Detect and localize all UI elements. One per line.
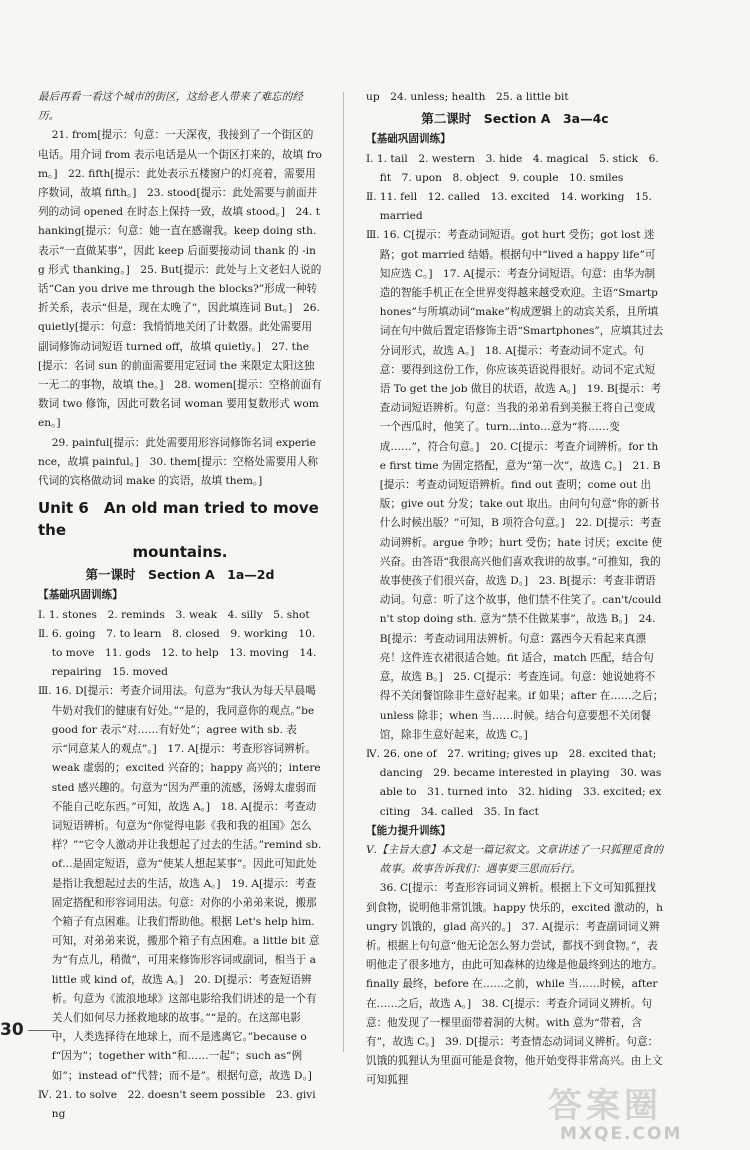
page-number: 30 [0, 1020, 56, 1040]
continued-answers: up 24. unless; health 25. a little bit [366, 91, 569, 103]
exercise-4-b: Ⅳ. 26. one of 27. writing; gives up 28. excited that; dancing 29. became interested in playing 30. was able to 31. turned into 32. hiding 33. excited; exciting 34. called 35. In fact [366, 747, 662, 818]
unit-title-line-2: mountains. [132, 543, 228, 562]
section-basic-heading-2: 【基础巩固训练】 [366, 133, 451, 146]
section-ability-heading: 【能力提升训练】 [366, 824, 451, 837]
exercise-3: Ⅲ. 16. D[提示：考查介词用法。句意为“我认为每天早晨喝牛奶对我们的健康有好处。”“是的，我同意你的观点。”be good for 表示“对……有好处”；agree with sb. 表示“同意某人的观点”。] 17. A[提示：考查形容词辨析。weak 虚弱的；excited 兴奋的；happy 高兴的；interested 感兴趣的。句意为“因为严重的流感，汤姆太虚弱而不能自己吃东西。”可知，故选 A。] 18. A[提示：考查动词短语辨析。句意为“你觉得电影《我和我的祖国》怎么样？”“它令人激动并让我想起了过去的生活。”remind sb. of…是固定短语，意为“使某人想起某事”。因此可知此处是指让我想起过去的生活，故选 A。] 19. A[提示：考查固定搭配和形容词用法。句意：对你的小弟弟来说，搬那个箱子有点困难。让我们帮助他。根据 Let's help him. 可知，对弟弟来说，搬那个箱子有点困难。a little bit 意为“有点儿，稍微”，可用来修饰形容词或副词，相当于 a little 或 kind of，故选 A。] 20. D[提示：考查短语辨析。句意为《流浪地球》这部电影给我们讲述的是一个有关人们如何尽力拯救地球的故事。”“是的。在这部电影中，人类选择待在地球上，而不是逃离它。”because of“因为”；together with“和……一起”；such as“例如”；instead of“代替；而不是”。根据句意，故选 D。] [38, 685, 322, 1082]
section-basic-heading: 【基础巩固训练】 [38, 589, 123, 602]
lesson-title-2: 第二课时 Section A 3a—4c [421, 111, 609, 127]
column-divider [343, 92, 344, 1052]
passage-ending: 最后再看一看这个城市的街区，这给老人带来了难忘的经历。 [38, 91, 303, 123]
answer-block-21-28: 21. from[提示：句意：一天深夜，我接到了一个街区的电话。用介词 from 表示电话是从一个街区打来的，故填 from。] 22. fifth[提示：此处表示五楼窗户的灯亮着，需要用序数词，故填 fifth。] 23. stood[提示：此处需要与前面并列的动词 opened 在时态上保持一致，故填 stood。] 24. thanking[提示：句意：她一直在感谢我。keep doing sth. 表示“一直做某事”，因此 keep 后面要接动词 thank 的 -ing 形式 thanking。] 25. But[提示：此处与上文老妇人说的话“Can you drive me through the blocks?”形成一种转折关系，表示“但是，现在太晚了”，因此填连词 But。] 26. quietly[提示：句意：我悄悄地关闭了计数器。此处需要用副词修饰动词短语 turned off，故填 quietly。] 27. the[提示：名词 sun 的前面需要用定冠词 the 来限定太阳这独一无二的事物，故填 the。] 28. women[提示：空格前面有数词 two 修饰，因此可数名词 woman 要用复数形式 women。] [38, 129, 322, 430]
watermark-logo: 答案圈 [548, 1086, 662, 1126]
unit-title [38, 497, 322, 563]
exercise-2: Ⅱ. 6. going 7. to learn 8. closed 9. working 10. to move 11. gods 12. to help 13. moving 14. repairing 15. moved [38, 627, 317, 679]
exercise-5-answers: 36. C[提示：考查形容词词义辨析。根据上下文可知狐狸找到食物，说明他非常饥饿。happy 快乐的，excited 激动的，hungry 饥饿的，glad 高兴的。] 37. A[提示：考查副词词义辨析。根据上句句意“他无论怎么努力尝试，都找不到食物。”，表明他走了很多地方，由此可知森林的边缘是他最终到达的地方。finally 最终，before 在……之前，while 当……时候，after 在……之后，故选 A。] 38. C[提示：考查介词词义辨析。句意：他发现了一棵里面带着洞的大树。with 意为“带着，含有”，故选 C。] 39. D[提示：考查情态动词词义辨析。句意：饥饿的狐狸认为里面可能是食物，他开始变得非常高兴。由上文可知狐狸 [366, 882, 663, 1087]
exercise-4: Ⅳ. 21. to solve 22. doesn't seem possible 23. giving [38, 1088, 316, 1120]
unit-title-line-1: Unit 6 An old man tried to move the [38, 499, 319, 540]
right-column [366, 88, 664, 1091]
left-column [38, 88, 322, 1124]
answer-block-29-30: 29. painful[提示：此处需要用形容词修饰名词 experience，故填 painful。] 30. them[提示：空格处需要用人称代词的宾格做动词 make 的宾语，故填 them。] [38, 436, 318, 488]
exercise-3-b: Ⅲ. 16. C[提示：考查动词短语。got hurt 受伤；got lost 迷路；got married 结婚。根据句中“lived a happy life”可知应选 C。] 17. A[提示：考查分词短语。句意：由华为制造的智能手机正在全世界变得越来越受欢迎。主语“Smartphones”与所填动词“make”构成逻辑上的动宾关系，且所填词在句中做后置定语修饰主语“Smartphones”，应填其过去分词形式，故选 A。] 18. A[提示：考查动词不定式。句意：要得到这份工作，你应该英语说得很好。动词不定式短语 To get the job 做目的状语，故选 A。] 19. B[提示：考查动词短语辨析。句意：当我的弟弟看到美猴王将自己变成一个西瓜时，他笑了。turn…into…意为“将……变成……”，符合句意。] 20. C[提示：考查介词辨析。for the first time 为固定搭配，意为“第一次”，故选 C。] 21. B[提示：考查动词短语辨析。find out 查明；come out 出版；give out 分发；take out 取出。由问句句意“你的新书什么时候出版？”可知，B 项符合句意。] 22. D[提示：考查动词辨析。argue 争吵；hurt 受伤；hate 讨厌；excite 使兴奋。由答语“我很高兴他们喜欢我讲的故事。”可推知，我的故事使孩子们很兴奋，故选 D。] 23. B[提示：考查非谓语动词。句意：听了这个故事，他们禁不住笑了。can't/couldn't stop doing sth. 意为“禁不住做某事”，故选 B。] 24. B[提示：考查动词用法辨析。句意：露西今天看起来真漂亮！这件连衣裙很适合她。fit 适合，match 匹配，结合句意，故选 B。] 25. C[提示：考查连词。句意：她说她将不得不关闭餐馆除非生意好起来。if 如果；after 在……之后；unless 除非；when 当……时候。结合句意要想不关闭餐馆，除非生意好起来，故选 C。] [366, 229, 664, 741]
watermark-url: MXQE.COM [560, 1124, 683, 1144]
exercise-2-b: Ⅱ. 11. fell 12. called 13. excited 14. working 15. married [366, 191, 652, 223]
exercise-1: Ⅰ. 1. stones 2. reminds 3. weak 4. silly 5. shot [38, 608, 310, 621]
lesson-title-1: 第一课时 Section A 1a—2d [85, 567, 275, 583]
exercise-5-intro: Ⅴ.【主旨大意】本文是一篇记叙文。文章讲述了一只狐狸觅食的故事。故事告诉我们：遇事要三思而后行。 [366, 843, 664, 876]
exercise-1-b: Ⅰ. 1. tail 2. western 3. hide 4. magical 5. stick 6. fit 7. upon 8. object 9. couple 10. smiles [366, 152, 659, 184]
